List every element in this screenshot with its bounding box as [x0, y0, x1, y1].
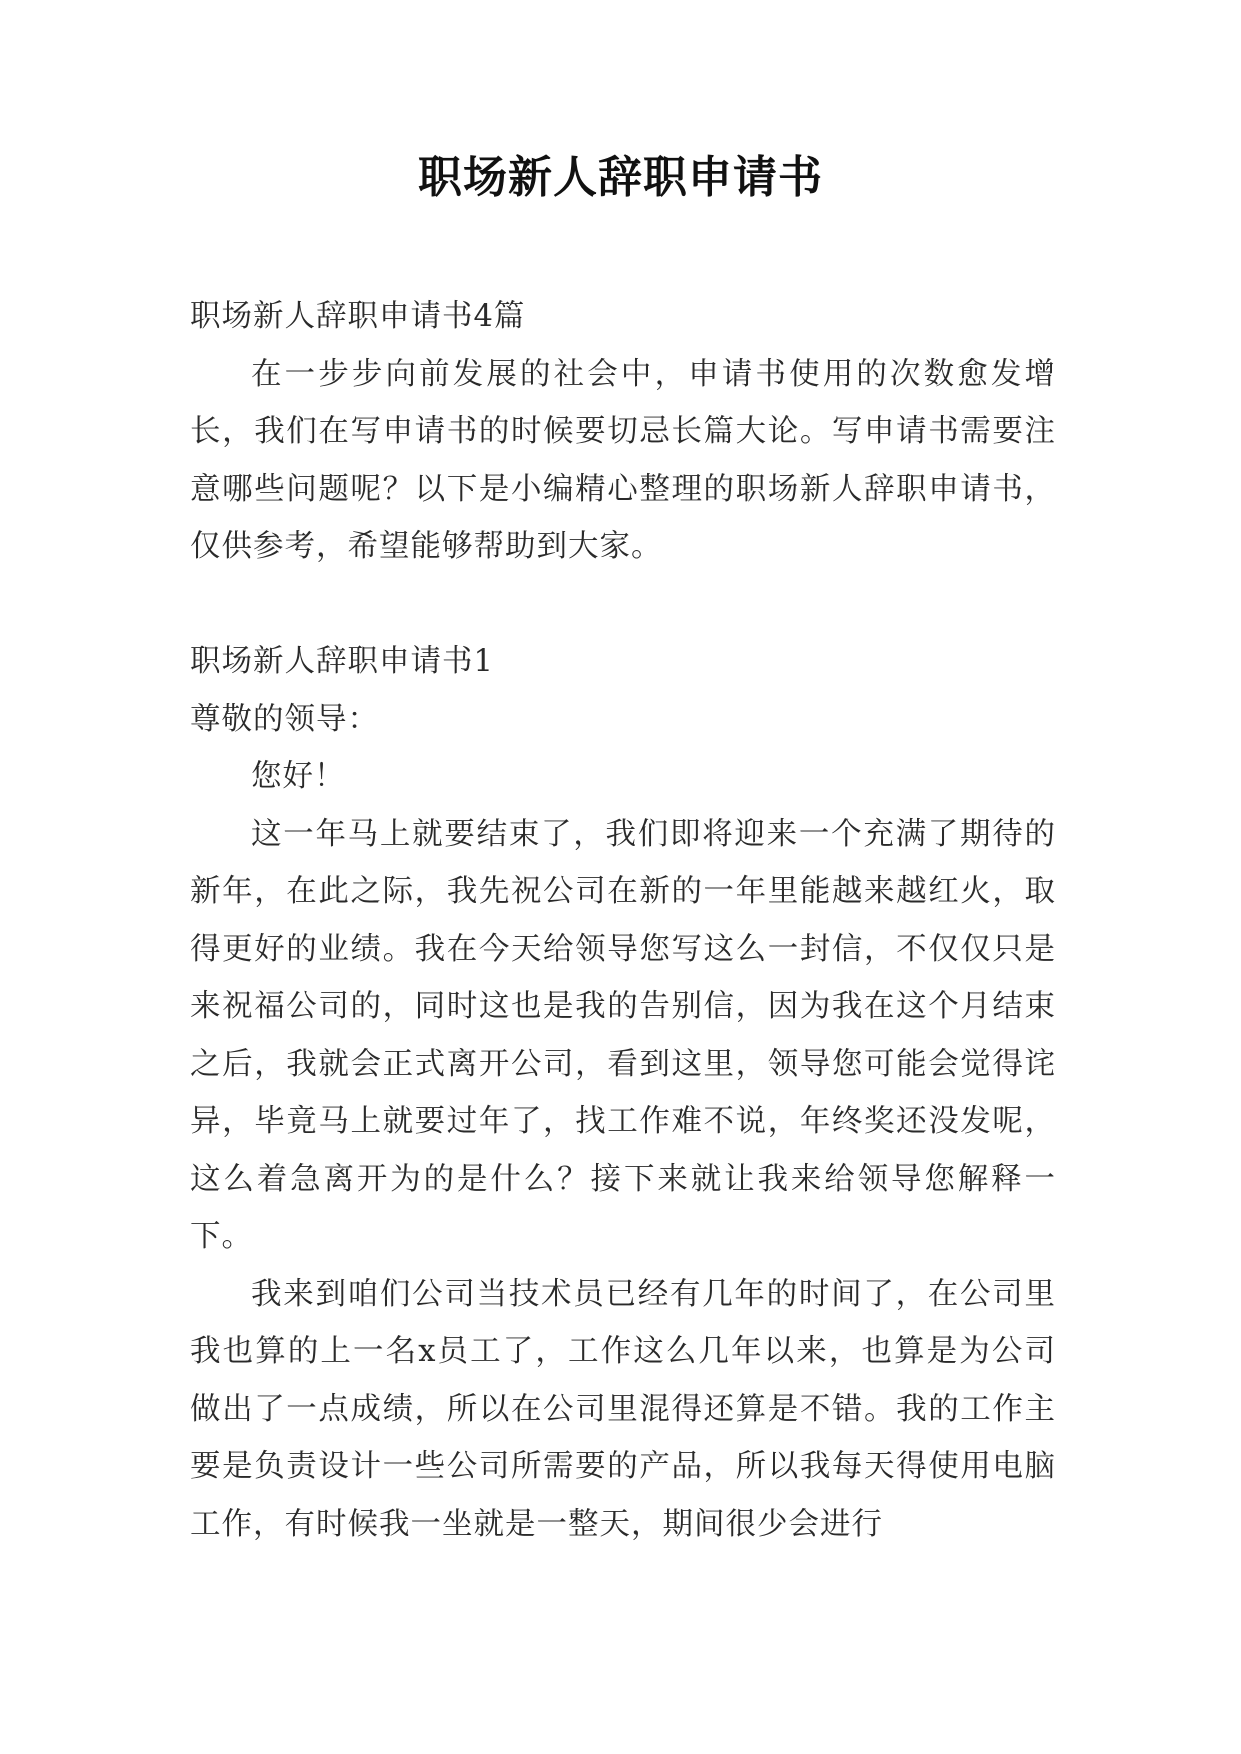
- document-body: [190, 288, 1056, 1553]
- document-subtitle: 职场新人辞职申请书4篇: [190, 299, 526, 334]
- body-paragraph: 我来到咱们公司当技术员已经有几年的时间了，在公司里我也算的上一名x员工了，工作这么几年以来，也算是为公司做出了一点成绩，所以在公司里混得还算是不错。我的工作主要是负责设计一些公司所需要的产品，所以我每天得使用电脑工作，有时候我一坐就是一整天，期间很少会进行: [190, 1276, 1056, 1542]
- greeting: 您好！: [251, 759, 346, 794]
- intro-paragraph: 在一步步向前发展的社会中，申请书使用的次数愈发增长，我们在写申请书的时候要切忌长篇大论。写申请书需要注意哪些问题呢？以下是小编精心整理的职场新人辞职申请书，仅供参考，希望能够帮助到大家。: [190, 356, 1056, 564]
- section-heading: 职场新人辞职申请书1: [190, 644, 494, 679]
- salutation: 尊敬的领导：: [190, 701, 379, 737]
- document-title: 职场新人辞职申请书: [418, 152, 823, 203]
- body-paragraph: 这一年马上就要结束了，我们即将迎来一个充满了期待的新年，在此之际，我先祝公司在新的一年里能越来越红火，取得更好的业绩。我在今天给领导您写这么一封信，不仅仅只是来祝福公司的，同时这也是我的告别信，因为我在这个月结束之后，我就会正式离开公司，看到这里，领导您可能会觉得诧异，毕竟马上就要过年了，找工作难不说，年终奖还没发呢，这么着急离开为的是什么？接下来就让我来给领导您解释一下。: [190, 816, 1056, 1254]
